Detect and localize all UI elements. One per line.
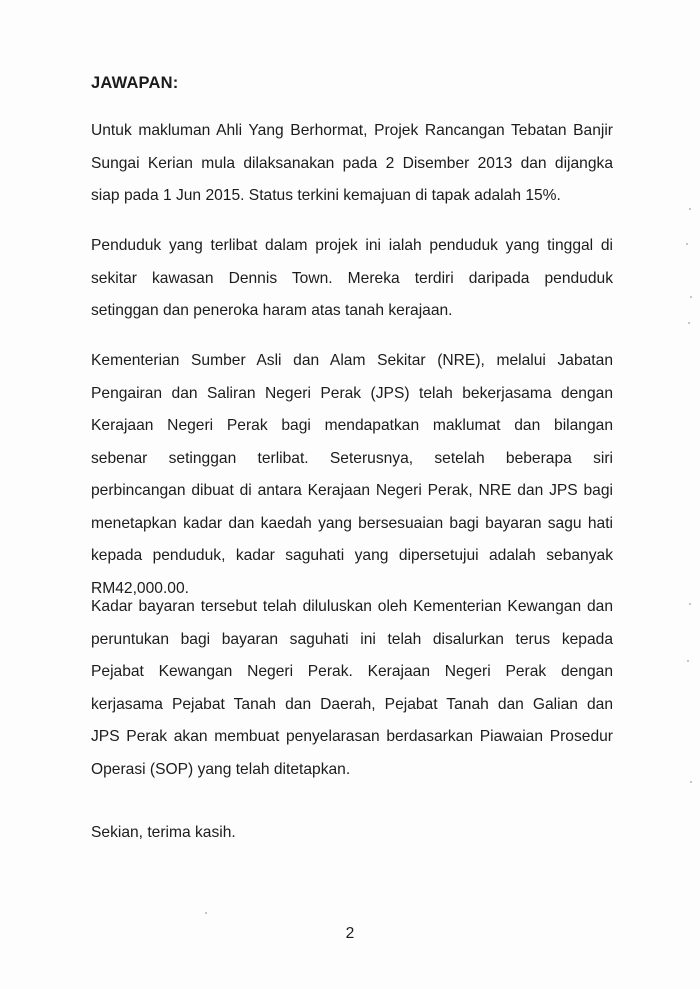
paragraph-project-status xyxy=(91,115,613,213)
scan-speck xyxy=(686,243,688,245)
scan-speck xyxy=(689,208,691,210)
text-line: menetapkan kadar dan kaedah yang bersesuaian bagi bayaran sagu hati xyxy=(91,514,613,532)
scan-speck xyxy=(687,660,689,662)
text-line: setinggan dan peneroka haram atas tanah kerajaan. xyxy=(91,302,453,319)
scan-speck xyxy=(689,603,691,605)
text-line: perbincangan dibuat di antara Kerajaan Negeri Perak, NRE dan JPS bagi xyxy=(91,482,613,499)
text-line: kepada penduduk, kadar saguhati yang dipersetujui adalah sebanyak xyxy=(91,547,613,564)
scan-speck xyxy=(690,781,692,783)
text-line: Kadar bayaran tersebut telah diluluskan oleh Kementerian Kewangan dan xyxy=(91,598,613,615)
scan-speck xyxy=(688,322,690,324)
paragraph-payment-approval xyxy=(91,591,613,786)
text-line: peruntukan bagi bayaran saguhati ini telah disalurkan terus kepada xyxy=(91,630,613,648)
closing-remark: Sekian, terima kasih. xyxy=(91,824,236,841)
paragraph-affected-residents xyxy=(91,230,613,328)
text-line: kerjasama Pejabat Tanah dan Daerah, Pejabat Tanah dan Galian dan xyxy=(91,695,613,713)
text-line: Kerajaan Negeri Perak bagi mendapatkan maklumat dan bilangan xyxy=(91,417,613,434)
answer-heading: JAWAPAN: xyxy=(91,74,179,92)
text-line: Sungai Kerian mula dilaksanakan pada 2 Disember 2013 dan dijangka xyxy=(91,154,613,172)
text-line: sekitar kawasan Dennis Town. Mereka terdiri daripada penduduk xyxy=(91,269,613,287)
text-line: Penduduk yang terlibat dalam projek ini ialah penduduk yang tinggal di xyxy=(91,237,613,254)
text-line: Kementerian Sumber Asli dan Alam Sekitar (NRE), melalui Jabatan xyxy=(91,352,613,369)
text-line: Pejabat Kewangan Negeri Perak. Kerajaan Negeri Perak dengan xyxy=(91,663,613,680)
text-line: Untuk makluman Ahli Yang Berhormat, Projek Rancangan Tebatan Banjir xyxy=(91,122,613,139)
text-line: RM42,000.00. xyxy=(91,579,189,597)
text-line: siap pada 1 Jun 2015. Status terkini kemajuan di tapak adalah 15%. xyxy=(91,187,561,204)
text-line: sebenar setinggan terlibat. Seterusnya, setelah beberapa siri xyxy=(91,449,613,467)
page-number: 2 xyxy=(345,925,355,942)
paragraph-compensation-rate xyxy=(91,345,613,605)
scan-speck xyxy=(205,912,207,914)
text-line: Pengairan dan Saliran Negeri Perak (JPS) telah bekerjasama dengan xyxy=(91,384,613,402)
text-line: Operasi (SOP) yang telah ditetapkan. xyxy=(91,760,351,778)
scan-speck xyxy=(690,296,692,298)
text-line: JPS Perak akan membuat penyelarasan berdasarkan Piawaian Prosedur xyxy=(91,728,613,745)
